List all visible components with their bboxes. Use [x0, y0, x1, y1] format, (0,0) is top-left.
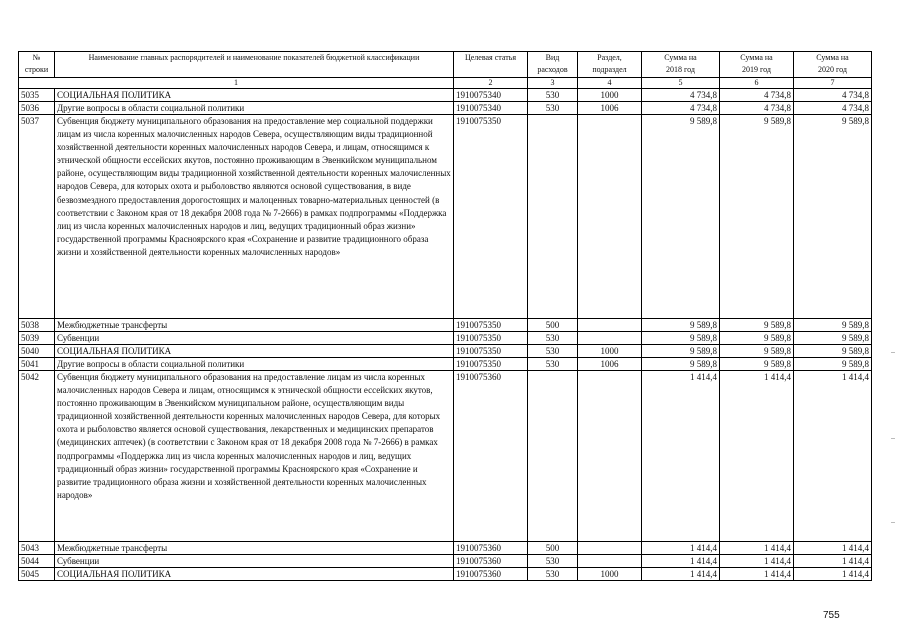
row-sum-2020: 1 414,4 — [794, 568, 872, 581]
row-name: СОЦИАЛЬНАЯ ПОЛИТИКА — [55, 89, 454, 102]
row-number: 5043 — [19, 542, 55, 555]
row-sum-2018: 9 589,8 — [642, 332, 720, 345]
row-number: 5037 — [19, 115, 55, 319]
row-sum-2019: 9 589,8 — [720, 345, 794, 358]
row-target-article: 1910075360 — [454, 542, 528, 555]
header-sum-2020: Сумма на 2020 год — [794, 52, 872, 78]
row-target-article: 1910075360 — [454, 555, 528, 568]
row-sum-2019: 1 414,4 — [720, 371, 794, 542]
row-name: Субвенции — [55, 332, 454, 345]
row-section — [578, 319, 642, 332]
row-sum-2019: 9 589,8 — [720, 332, 794, 345]
row-sum-2020: 9 589,8 — [794, 345, 872, 358]
row-sum-2018: 1 414,4 — [642, 555, 720, 568]
row-sum-2020: 4 734,8 — [794, 89, 872, 102]
row-sum-2020: 9 589,8 — [794, 115, 872, 319]
row-sum-2019: 9 589,8 — [720, 358, 794, 371]
header-section: Раздел, подраздел — [578, 52, 642, 78]
row-sum-2020: 1 414,4 — [794, 371, 872, 542]
row-target-article: 1910075350 — [454, 345, 528, 358]
row-target-article: 1910075360 — [454, 371, 528, 542]
row-number: 5045 — [19, 568, 55, 581]
table-row — [19, 568, 872, 581]
budget-table — [18, 51, 872, 581]
row-sum-2020: 9 589,8 — [794, 358, 872, 371]
row-sum-2018: 1 414,4 — [642, 568, 720, 581]
row-sum-2018: 4 734,8 — [642, 102, 720, 115]
column-number: 1 — [19, 78, 454, 89]
table-row — [19, 358, 872, 371]
row-expense-type: 500 — [528, 319, 578, 332]
scan-mark — [891, 438, 895, 439]
column-number: 4 — [578, 78, 642, 89]
row-number: 5040 — [19, 345, 55, 358]
row-section: 1006 — [578, 358, 642, 371]
column-number: 2 — [454, 78, 528, 89]
row-expense-type: 530 — [528, 568, 578, 581]
column-number: 5 — [642, 78, 720, 89]
header-sum-2019: Сумма на 2019 год — [720, 52, 794, 78]
row-number: 5041 — [19, 358, 55, 371]
row-sum-2019: 4 734,8 — [720, 102, 794, 115]
page-number: 755 — [823, 610, 840, 621]
header-name: Наименование главных распорядителей и наименование показателей бюджетной классификации — [55, 52, 454, 78]
row-sum-2019: 9 589,8 — [720, 319, 794, 332]
row-section — [578, 371, 642, 542]
row-sum-2019: 1 414,4 — [720, 542, 794, 555]
row-expense-type — [528, 371, 578, 542]
row-target-article: 1910075350 — [454, 115, 528, 319]
table-header — [19, 52, 872, 89]
row-sum-2018: 9 589,8 — [642, 319, 720, 332]
row-number: 5042 — [19, 371, 55, 542]
row-target-article: 1910075350 — [454, 332, 528, 345]
row-expense-type: 530 — [528, 332, 578, 345]
row-expense-type: 530 — [528, 89, 578, 102]
row-number: 5044 — [19, 555, 55, 568]
row-target-article: 1910075350 — [454, 358, 528, 371]
row-section — [578, 542, 642, 555]
row-sum-2020: 9 589,8 — [794, 332, 872, 345]
row-sum-2018: 4 734,8 — [642, 89, 720, 102]
row-sum-2019: 1 414,4 — [720, 555, 794, 568]
row-name: Субвенции — [55, 555, 454, 568]
row-section — [578, 332, 642, 345]
header-row-no: № строки — [19, 52, 55, 78]
row-name: Субвенция бюджету муниципального образования на предоставление лицам из числа коренных малочисленных народов Севера и лицам, относящимся к этнической общности ессейских якутов, постоянно проживающим в Эвенкийском муниципальном районе, осуществляющим виды традиционной хозяйственной деятельности коренных малочисленных народов Севера, для которых охота и рыболовство является основой существования, лекарственных и медицинских препаратов (медицинских аптечек) (в соответствии с Законом края от 18 декабря 2008 года № 7-2666) в рамках подпрограммы «Поддержка лиц из числа коренных малочисленных народов и лиц, ведущих традиционный образ жизни» государственной программы Красноярского края «Сохранение и развитие традиционного образа жизни и хозяйственной деятельности коренных малочисленных народов» — [55, 371, 454, 542]
row-sum-2018: 1 414,4 — [642, 371, 720, 542]
row-expense-type: 530 — [528, 345, 578, 358]
row-sum-2018: 1 414,4 — [642, 542, 720, 555]
row-sum-2020: 1 414,4 — [794, 542, 872, 555]
row-number: 5039 — [19, 332, 55, 345]
table-row — [19, 332, 872, 345]
row-target-article: 1910075340 — [454, 102, 528, 115]
row-name: Субвенция бюджету муниципального образования на предоставление мер социальной поддержки лицам из числа коренных малочисленных народов Севера, осуществляющим виды традиционной хозяйственной деятельности коренных малочисленных народов Севера, и лицам, относящимся к этнической общности ессейских якутов, постоянно проживающим в Эвенкийском муниципальном районе, осуществляющим виды традиционной хозяйственной деятельности коренных малочисленных народов Севера, для которых охота и рыболовство являются основой существования, в виде безвозмездного предоставления дорогостоящих и малоценных товарно-материальных ценностей (в соответствии с Законом края от 18 декабря 2008 года № 7-2666) в рамках подпрограммы «Поддержка лиц из числа коренных малочисленных народов и лиц, ведущих традиционный образ жизни» государственной программы Красноярского края «Сохранение и развитие традиционного образа жизни и хозяйственной деятельности коренных малочисленных народов» — [55, 115, 454, 319]
table-row — [19, 319, 872, 332]
row-sum-2019: 1 414,4 — [720, 568, 794, 581]
scan-mark — [891, 522, 895, 523]
column-number-row — [19, 78, 872, 89]
table-row — [19, 371, 872, 542]
table-row — [19, 345, 872, 358]
row-name: Межбюджетные трансферты — [55, 542, 454, 555]
row-sum-2020: 1 414,4 — [794, 555, 872, 568]
row-number: 5036 — [19, 102, 55, 115]
row-expense-type: 530 — [528, 102, 578, 115]
row-sum-2019: 9 589,8 — [720, 115, 794, 319]
row-target-article: 1910075350 — [454, 319, 528, 332]
row-sum-2018: 9 589,8 — [642, 358, 720, 371]
table-row — [19, 542, 872, 555]
row-target-article: 1910075340 — [454, 89, 528, 102]
row-number: 5038 — [19, 319, 55, 332]
row-sum-2018: 9 589,8 — [642, 345, 720, 358]
row-target-article: 1910075360 — [454, 568, 528, 581]
row-section: 1000 — [578, 89, 642, 102]
row-section: 1000 — [578, 345, 642, 358]
table-row — [19, 89, 872, 102]
row-name: СОЦИАЛЬНАЯ ПОЛИТИКА — [55, 568, 454, 581]
column-number: 3 — [528, 78, 578, 89]
row-section: 1006 — [578, 102, 642, 115]
column-number: 7 — [794, 78, 872, 89]
row-expense-type: 530 — [528, 555, 578, 568]
row-section: 1000 — [578, 568, 642, 581]
row-name: Межбюджетные трансферты — [55, 319, 454, 332]
table-row — [19, 102, 872, 115]
row-sum-2020: 9 589,8 — [794, 319, 872, 332]
header-expense-type: Вид расходов — [528, 52, 578, 78]
row-sum-2020: 4 734,8 — [794, 102, 872, 115]
table-row — [19, 115, 872, 319]
row-name: СОЦИАЛЬНАЯ ПОЛИТИКА — [55, 345, 454, 358]
table-row — [19, 555, 872, 568]
row-number: 5035 — [19, 89, 55, 102]
row-name: Другие вопросы в области социальной политики — [55, 358, 454, 371]
column-number: 6 — [720, 78, 794, 89]
row-expense-type: 530 — [528, 358, 578, 371]
row-section — [578, 555, 642, 568]
row-expense-type — [528, 115, 578, 319]
row-section — [578, 115, 642, 319]
row-sum-2018: 9 589,8 — [642, 115, 720, 319]
header-target-article: Целевая статья — [454, 52, 528, 78]
row-sum-2019: 4 734,8 — [720, 89, 794, 102]
header-sum-2018: Сумма на 2018 год — [642, 52, 720, 78]
row-name: Другие вопросы в области социальной политики — [55, 102, 454, 115]
scan-mark — [891, 352, 895, 353]
row-expense-type: 500 — [528, 542, 578, 555]
